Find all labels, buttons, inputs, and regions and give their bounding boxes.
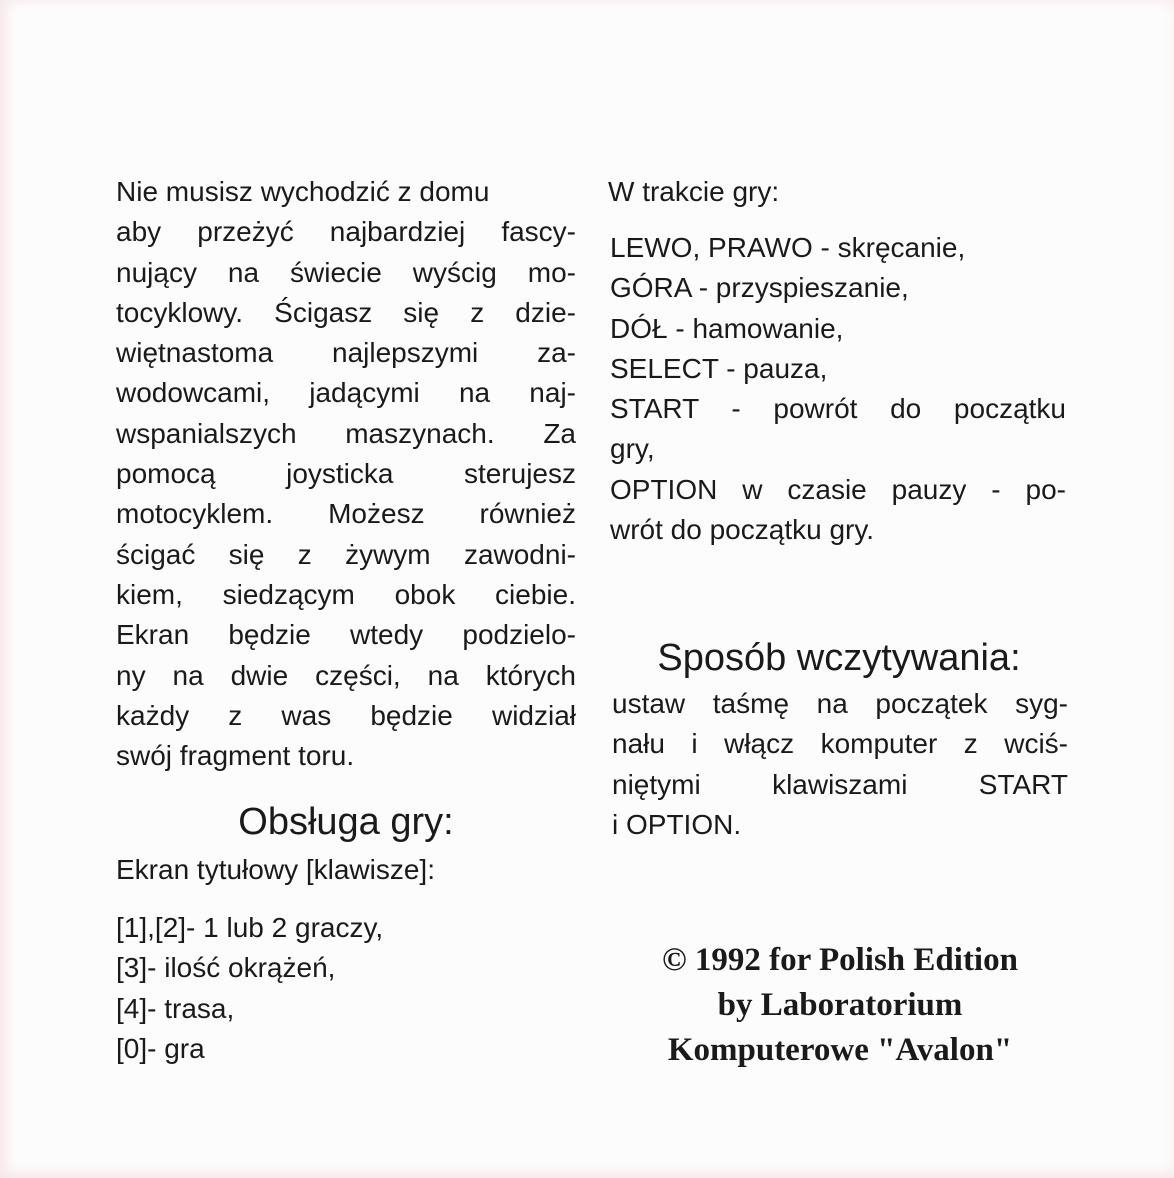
control-line: OPTION w czasie pauzy - po- (610, 473, 1066, 505)
loading-line: i OPTION. (612, 808, 742, 840)
copyright-line: by Laboratorium (717, 987, 963, 1023)
title-screen-label: Ekran tytułowy [klawisze]: (116, 854, 435, 885)
description-line: każdy z was będzie widział (116, 699, 576, 731)
loading-heading: Sposób wczytywania: (657, 637, 1021, 679)
loading-line: niętymi klawiszami START (612, 768, 1068, 800)
game-controls-heading: Obsługa gry: (238, 801, 454, 843)
copyright-line: Komputerowe "Avalon" (667, 1032, 1013, 1068)
title-screen-keys (116, 908, 576, 1069)
description-line: pomocą joysticka sterujesz (116, 458, 576, 490)
description-line: kiem, siedzącym obok ciebie. (116, 578, 576, 610)
during-game-label: W trakcie gry: (608, 176, 780, 207)
game-description (116, 172, 576, 776)
description-line: Nie musisz wychodzić z domu (116, 176, 490, 207)
control-line: LEWO, PRAWO - skręcanie, (610, 232, 966, 263)
key-line: [3]- ilość okrążeń, (116, 952, 336, 984)
control-line: GÓRA - przyspieszanie, (610, 272, 909, 304)
description-line: nujący na świecie wyścig mo- (116, 256, 576, 288)
description-line: motocyklem. Możesz również (116, 498, 576, 530)
loading-line: nału i włącz komputer z wciś- (612, 728, 1068, 760)
description-line: wspanialszych maszynach. Za (116, 417, 576, 449)
control-line: SELECT - pauza, (610, 352, 828, 384)
description-line: ścigać się z żywym zawodni- (116, 538, 576, 570)
control-line: START - powrót do początku (610, 393, 1066, 425)
in-game-controls (610, 228, 1066, 550)
description-line: swój fragment toru. (116, 740, 355, 772)
loading-instructions (612, 684, 1068, 845)
control-line: gry, (610, 433, 655, 465)
description-line: więtnastoma najlepszymi za- (116, 337, 576, 369)
copyright-line: © 1992 for Polish Edition (662, 942, 1018, 978)
loading-line: ustaw taśmę na początek syg- (612, 688, 1068, 719)
description-line: aby przeżyć najbardziej fascy- (116, 216, 576, 248)
description-line: wodowcami, jadącymi na naj- (116, 377, 576, 409)
key-line: [4]- trasa, (116, 992, 235, 1024)
key-line: [0]- gra (116, 1032, 205, 1064)
description-line: Ekran będzie wtedy podzielo- (116, 619, 576, 651)
control-line: DÓŁ - hamowanie, (610, 312, 844, 344)
control-line: wrót do początku gry. (610, 514, 875, 546)
copyright-notice (600, 938, 1080, 1073)
key-line: [1],[2]- 1 lub 2 graczy, (116, 912, 384, 943)
description-line: tocyklowy. Ścigasz się z dzie- (116, 296, 576, 328)
description-line: ny na dwie części, na których (116, 659, 576, 691)
